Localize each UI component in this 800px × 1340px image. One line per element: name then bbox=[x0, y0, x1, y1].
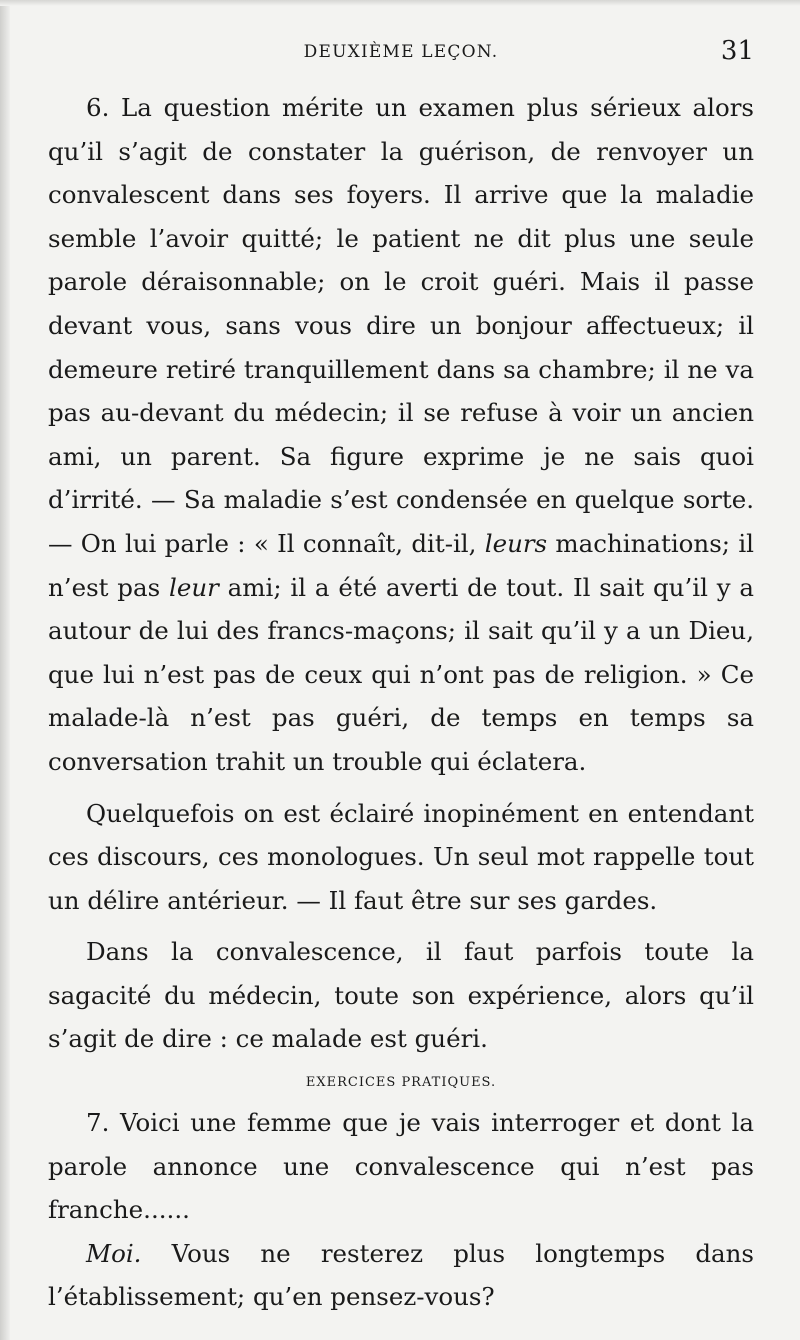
paragraph-6-part-b: machinations; il n’est pas bbox=[48, 528, 754, 602]
paragraph-6 bbox=[48, 86, 754, 784]
paragraph-quelquefois: Quelquefois on est éclairé inopinément en entendant ces discours, ces monologues. Un seul mot rappelle tout un délire antérieur. — Il faut être sur ses gardes. bbox=[48, 798, 754, 915]
speaker-label: Moi. bbox=[86, 1238, 142, 1268]
page-header bbox=[48, 36, 754, 76]
italic-leurs: leurs bbox=[484, 528, 548, 558]
paragraph-6-part-c: ami; il a été averti de tout. Il sait qu’il y a autour de lui des francs-maçons; il sait qu’il y a un Dieu, que lui n’est pas de ceux qui n’ont pas de religion. » Ce malade-là n’est pas guéri, de temps en temps sa conversation trahit un trouble qui éclatera. bbox=[48, 572, 754, 776]
dialogue-text: Vous ne resterez plus longtemps dans l’établissement; qu’en pensez-vous? bbox=[48, 1238, 754, 1312]
page-top-shadow bbox=[0, 0, 800, 6]
running-head: DEUXIÈME LEÇON. bbox=[303, 42, 499, 62]
paragraph-7: 7. Voici une femme que je vais interroger et dont la parole annonce une convalescence qui n’est pas franche...... bbox=[48, 1108, 754, 1225]
italic-leur: leur bbox=[169, 572, 219, 602]
paragraph-dialogue bbox=[48, 1232, 754, 1319]
section-title: EXERCICES PRATIQUES. bbox=[305, 1075, 497, 1091]
page-number: 31 bbox=[720, 36, 754, 66]
body-text bbox=[48, 86, 754, 1319]
paragraph-gap bbox=[48, 922, 754, 930]
paragraph-gap bbox=[48, 784, 754, 792]
page-edge-shadow bbox=[0, 0, 10, 1340]
paragraph-6-part-a: 6. La question mérite un examen plus sérieux alors qu’il s’agit de constater la guérison, de renvoyer un convalescent dans ses foyers. Il arrive que la maladie semble l’avoir quitté; le patient ne dit plus une seule parole déraisonnable; on le croit guéri. Mais il passe devant vous, sans vous dire un bonjour affectueux; il demeure retiré tranquillement dans sa chambre; il ne va pas au-devant du médecin; il se refuse à voir un ancien ami, un parent. Sa figure exprime je ne sais quoi d’irrité. — Sa maladie s’est condensée en quelque sorte. — On lui parle : « Il connaît, dit-il, bbox=[48, 93, 754, 558]
paragraph-convalescence: Dans la convalescence, il faut parfois toute la sagacité du médecin, toute son expérience, alors qu’il s’agit de dire : ce malade est guéri. bbox=[48, 937, 754, 1054]
